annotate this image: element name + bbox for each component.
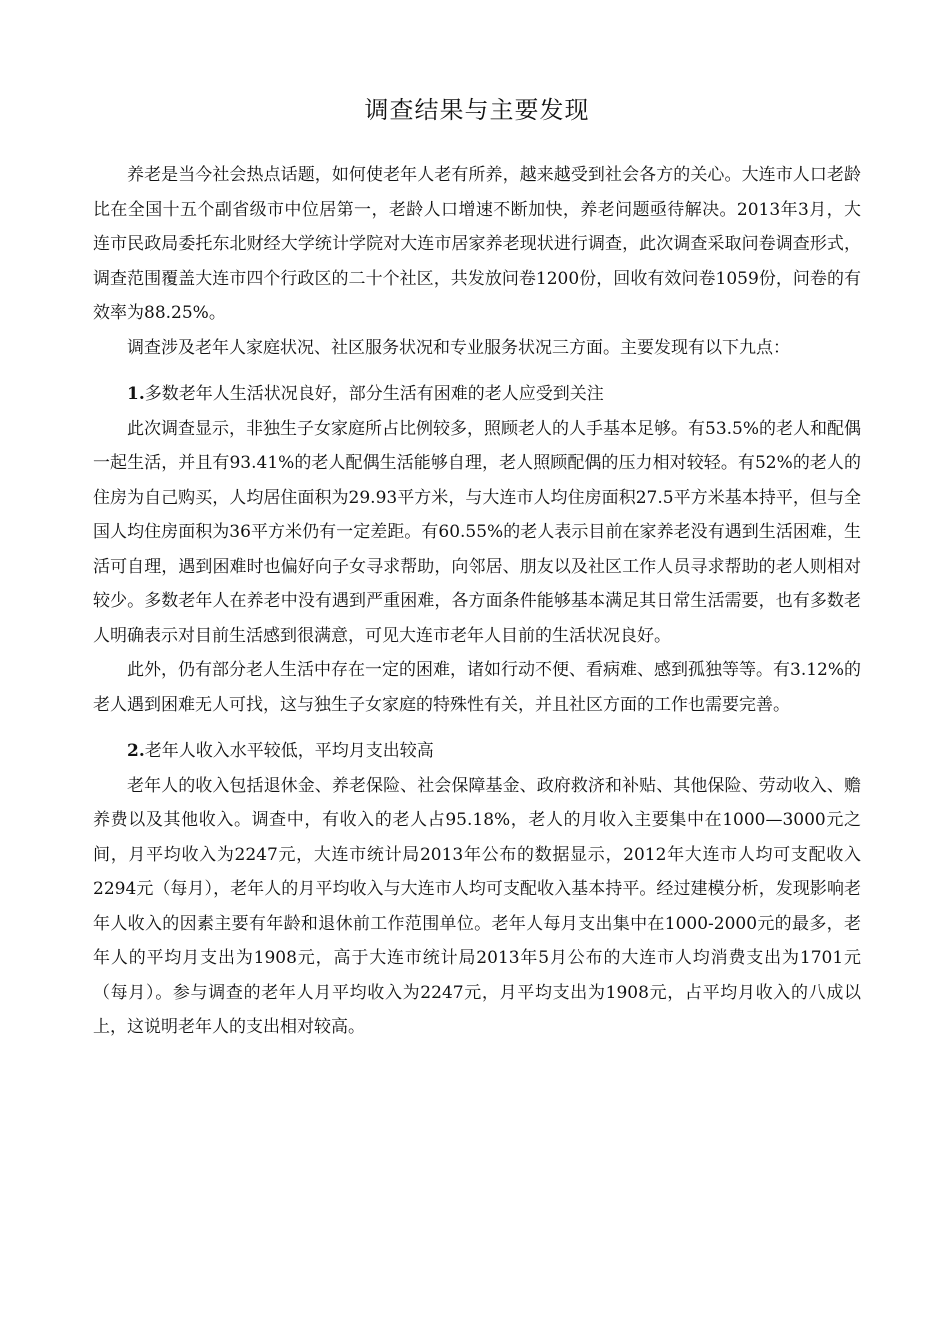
document-title: 调查结果与主要发现 bbox=[364, 96, 590, 124]
section-1-paragraph-1: 此次调查显示，非独生子女家庭所占比例较多，照顾老人的人手基本足够。有53.5%的老人和配偶一起生活，并且有93.41%的老人配偶生活能够自理，老人照顾配偶的压力相对较轻。有52%的老人的住房为自己购买，人均居住面积为29.93平方米，与大连市人均住房面积27.5平方米基本持平，但与全国人均住房面积为36平方米仍有一定差距。有60.55%的老人表示目前在家养老没有遇到生活困难，生活可自理，遇到困难时也偏好向子女寻求帮助，向邻居、朋友以及社区工作人员寻求帮助的老人则相对较少。多数老年人在养老中没有遇到严重困难，各方面条件能够基本满足其日常生活需要，也有多数老人明确表示对目前生活感到很满意，可见大连市老年人目前的生活状况良好。 bbox=[93, 418, 862, 646]
section-1-heading bbox=[93, 377, 861, 412]
section-2-number: 2. bbox=[127, 741, 145, 761]
section-1-paragraph-2: 此外，仍有部分老人生活中存在一定的困难，诸如行动不便、看病难、感到孤独等等。有3.12%的老人遇到困难无人可找，这与独生子女家庭的特殊性有关，并且社区方面的工作也需要完善。 bbox=[93, 660, 862, 715]
section-2-paragraph-1: 老年人的收入包括退休金、养老保险、社会保障基金、政府救济和补贴、其他保险、劳动收入、赡养费以及其他收入。调查中，有收入的老人占95.18%，老人的月收入主要集中在1000—3000元之间，月平均收入为2247元，大连市统计局2013年公布的数据显示，2012年大连市人均可支配收入2294元（每月），老年人的月平均收入与大连市人均可支配收入基本持平。经过建模分析，发现影响老年人收入的因素主要有年龄和退休前工作范围单位。老年人每月支出集中在1000-2000元的最多，老年人的平均月支出为1908元，高于大连市统计局2013年5月公布的大连市人均消费支出为1701元（每月）。参与调查的老年人月平均收入为2247元，月平均支出为1908元，占平均月收入的八成以上，这说明老年人的支出相对较高。 bbox=[93, 775, 861, 1037]
section-2-heading bbox=[93, 734, 861, 769]
section-2-heading-text: 老年人收入水平较低，平均月支出较高 bbox=[144, 741, 434, 761]
section-1-heading-text: 多数老年人生活状况良好，部分生活有困难的老人应受到关注 bbox=[144, 384, 604, 404]
document-page bbox=[93, 92, 861, 1045]
section-1-number: 1. bbox=[127, 384, 145, 404]
intro-paragraph-2: 调查涉及老年人家庭状况、社区服务状况和专业服务状况三方面。主要发现有以下九点： bbox=[127, 337, 790, 358]
intro-paragraph-1: 养老是当今社会热点话题，如何使老年人老有所养，越来越受到社会各方的关心。大连市人口老龄比在全国十五个副省级市中位居第一，老龄人口增速不断加快，养老问题亟待解决。2013年3月，大连市民政局委托东北财经大学统计学院对大连市居家养老现状进行调查，此次调查采取问卷调查形式，调查范围覆盖大连市四个行政区的二十个社区，共发放问卷1200份，回收有效问卷1059份，问卷的有效率为88.25%。 bbox=[93, 165, 861, 323]
